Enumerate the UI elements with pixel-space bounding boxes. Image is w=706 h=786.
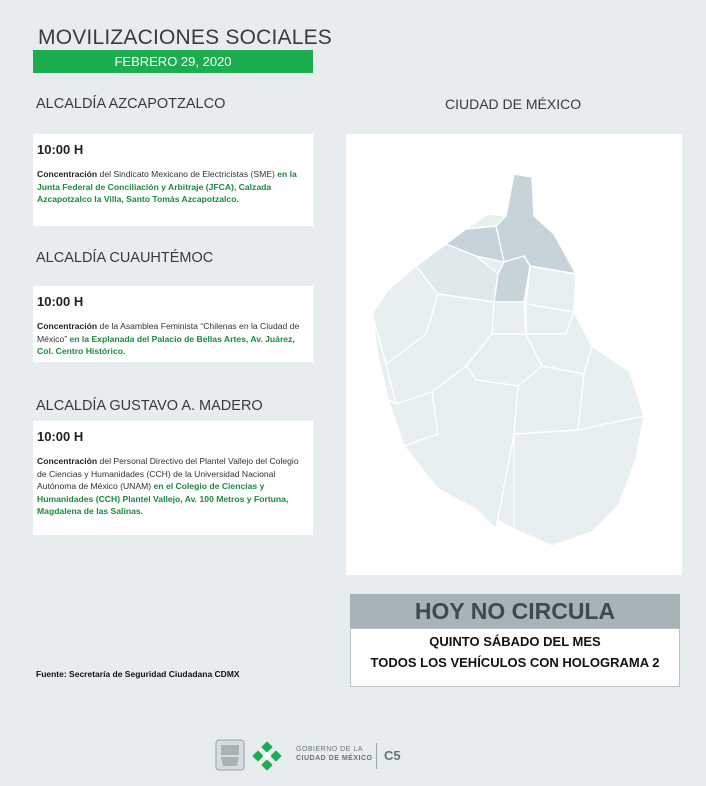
event-location: en el Colegio de Ciencias y Humanidades (CCH) Plantel Vallejo, Av. 100 Metros y Fortuna, Magdalena de las Salinas. — [37, 481, 289, 516]
event-time: 10:00 H — [37, 429, 84, 444]
cdmx-map-svg — [346, 134, 682, 575]
event-card — [33, 421, 313, 535]
cdmx-logo-icon — [252, 741, 281, 770]
footer-logos — [214, 738, 434, 774]
event-detail: del Sindicato Mexicano de Electricistas (SME) — [97, 169, 278, 179]
event-location: en la Junta Federal de Conciliación y Arbitraje (JFCA), Calzada Azcapotzalco la Villa, Santo Tomás Azcapotzalco. — [37, 169, 297, 204]
event-kind: Concentración — [37, 456, 98, 466]
date-banner: FEBRERO 29, 2020 — [33, 50, 313, 73]
event-card — [33, 286, 313, 362]
alcaldia-heading-azcapotzalco: ALCALDÍA AZCAPOTZALCO — [36, 96, 226, 112]
map-region-benito-juarez — [492, 302, 526, 334]
event-detail: de la Asamblea Feminista “Chilenas en la Ciudad de México” — [37, 321, 300, 344]
map-title: CIUDAD DE MÉXICO — [445, 96, 582, 112]
event-time: 10:00 H — [37, 294, 84, 309]
gov-line1: GOBIERNO DE LA — [296, 746, 363, 753]
footer-divider — [376, 743, 377, 769]
event-description — [37, 455, 309, 518]
source-note: Fuente: Secretaría de Seguridad Ciudadana CDMX — [36, 669, 240, 679]
event-location: en la Explanada del Palacio de Bellas Artes, Av. Juárez, Col. Centro Histórico. — [37, 333, 295, 356]
event-detail: del Personal Directivo del Plantel Vallejo del Colegio de Ciencias y Humanidades (CCH) de la Universidad Nacional Autónoma de México (UNAM) — [37, 456, 299, 491]
cdmx-map — [346, 134, 682, 575]
c5-logo: C5 — [384, 748, 401, 763]
hoy-no-circula-line1: QUINTO SÁBADO DEL MES — [429, 634, 601, 649]
event-description — [37, 168, 309, 206]
alcaldia-heading-gustavo-a-madero: ALCALDÍA GUSTAVO A. MADERO — [36, 398, 263, 414]
event-kind: Concentración — [37, 169, 98, 179]
hoy-no-circula-line2: TODOS LOS VEHÍCULOS CON HOLOGRAMA 2 — [370, 655, 660, 670]
government-wordmark — [296, 745, 372, 763]
coat-of-arms-icon — [216, 740, 244, 770]
hoy-no-circula-details — [350, 628, 680, 687]
event-time: 10:00 H — [37, 142, 84, 157]
hoy-no-circula-title: HOY NO CIRCULA — [350, 594, 680, 628]
map-region-gustavo-a-madero — [496, 174, 576, 274]
alcaldia-heading-cuauhtemoc: ALCALDÍA CUAUHTÉMOC — [36, 250, 214, 266]
event-kind: Concentración — [37, 321, 98, 331]
page-title: MOVILIZACIONES SOCIALES — [38, 26, 333, 49]
event-card — [33, 134, 313, 226]
event-description — [37, 320, 309, 358]
gov-line2: CIUDAD DE MÉXICO — [296, 755, 373, 762]
map-region-milpa-alta — [514, 416, 644, 546]
